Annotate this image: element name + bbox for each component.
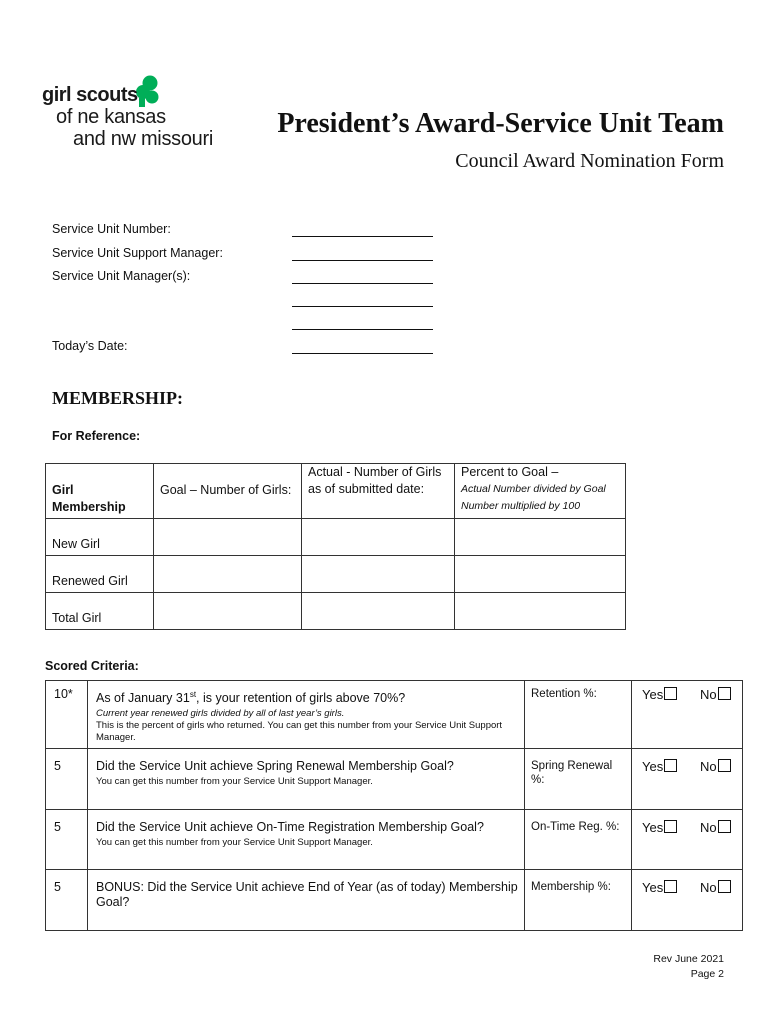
- metric-label: On-Time Reg. %:: [531, 821, 620, 833]
- cell-total-percent[interactable]: [455, 593, 626, 630]
- col-percent-note: Actual Number divided by Goal Number multiplied by 100: [461, 483, 606, 512]
- criteria-question: [88, 810, 525, 870]
- question-text: BONUS: Did the Service Unit achieve End of Year (as of today) Membership Goal?: [96, 880, 518, 909]
- question-hint: You can get this number from your Service Unit Support Manager.: [96, 837, 373, 848]
- yes-no-options: [632, 749, 743, 810]
- cell-total-actual[interactable]: [302, 593, 455, 630]
- criteria-metric[interactable]: [525, 749, 632, 810]
- no-option[interactable]: No: [700, 687, 731, 702]
- page-title: President’s Award-Service Unit Team: [277, 108, 724, 139]
- scored-criteria-table: [45, 680, 743, 931]
- service-unit-number-line[interactable]: [292, 235, 433, 237]
- criteria-row: [46, 681, 743, 749]
- scored-criteria-heading: Scored Criteria:: [45, 659, 139, 673]
- col-percent-label: Percent to Goal –: [461, 465, 559, 479]
- yes-checkbox[interactable]: [664, 880, 677, 893]
- yes-no-options: [632, 870, 743, 931]
- page-subtitle: Council Award Nomination Form: [455, 150, 724, 172]
- cell-renewed-percent[interactable]: [455, 556, 626, 593]
- no-checkbox[interactable]: [718, 820, 731, 833]
- col-goal: Goal – Number of Girls:: [154, 464, 302, 519]
- criteria-points: 5: [46, 870, 88, 931]
- su-support-manager-label: Service Unit Support Manager:: [52, 246, 223, 260]
- membership-table: [45, 463, 626, 630]
- col-girl-membership: Girl Membership: [46, 464, 154, 519]
- criteria-points: 10*: [46, 681, 88, 749]
- criteria-metric[interactable]: [525, 870, 632, 931]
- yes-option[interactable]: Yes: [642, 687, 677, 702]
- no-checkbox[interactable]: [718, 759, 731, 772]
- logo-line-2: of ne kansas: [56, 106, 166, 128]
- question-text-end: , is your retention of girls above 70%?: [196, 691, 406, 706]
- todays-date-line[interactable]: [292, 352, 433, 354]
- for-reference-label: For Reference:: [52, 429, 141, 443]
- service-unit-number-label: Service Unit Number:: [52, 222, 171, 236]
- su-managers-label: Service Unit Manager(s):: [52, 269, 191, 283]
- revision-date: Rev June 2021: [653, 953, 724, 965]
- page-number: Page 2: [690, 968, 724, 980]
- logo-line-1: girl scouts: [42, 84, 138, 106]
- yes-option[interactable]: Yes: [642, 759, 677, 774]
- criteria-question: [88, 870, 525, 931]
- question-text: Did the Service Unit achieve Spring Renewal Membership Goal?: [96, 759, 454, 773]
- todays-date-label: Today’s Date:: [52, 339, 128, 353]
- criteria-points: 5: [46, 749, 88, 810]
- yes-no-options: [632, 681, 743, 749]
- criteria-row: [46, 810, 743, 870]
- question-hint: You can get this number from your Service Unit Support Manager.: [96, 776, 373, 787]
- question-sup: st: [189, 690, 197, 699]
- cell-new-actual[interactable]: [302, 519, 455, 556]
- col-percent-to-goal: [455, 464, 626, 519]
- criteria-points: 5: [46, 810, 88, 870]
- criteria-question: [88, 749, 525, 810]
- no-option[interactable]: No: [700, 820, 731, 835]
- yes-checkbox[interactable]: [664, 820, 677, 833]
- cell-renewed-goal[interactable]: [154, 556, 302, 593]
- su-manager-line-3[interactable]: [292, 328, 433, 330]
- su-manager-line-1[interactable]: [292, 282, 433, 284]
- question-note: Current year renewed girls divided by all of last year’s girls.: [96, 708, 345, 720]
- yes-checkbox[interactable]: [664, 687, 677, 700]
- row-label-total-girl: Total Girl: [46, 593, 154, 630]
- girl-scouts-logo: [42, 74, 232, 154]
- yes-option[interactable]: Yes: [642, 820, 677, 835]
- question-text: As of January 31: [96, 691, 190, 706]
- cell-new-percent[interactable]: [455, 519, 626, 556]
- yes-option[interactable]: Yes: [642, 880, 677, 895]
- criteria-row: [46, 870, 743, 931]
- cell-total-goal[interactable]: [154, 593, 302, 630]
- membership-heading: MEMBERSHIP:: [52, 388, 184, 408]
- criteria-question: [88, 681, 525, 749]
- row-label-new-girl: New Girl: [46, 519, 154, 556]
- criteria-metric[interactable]: [525, 810, 632, 870]
- su-manager-line-2[interactable]: [292, 305, 433, 307]
- criteria-row: [46, 749, 743, 810]
- cell-new-goal[interactable]: [154, 519, 302, 556]
- logo-line-3: and nw missouri: [73, 128, 214, 150]
- metric-label: Spring Renewal %:: [531, 760, 613, 786]
- no-option[interactable]: No: [700, 759, 731, 774]
- no-checkbox[interactable]: [718, 687, 731, 700]
- col-actual: Actual - Number of Girls as of submitted date:: [302, 464, 455, 519]
- cell-renewed-actual[interactable]: [302, 556, 455, 593]
- no-checkbox[interactable]: [718, 880, 731, 893]
- question-text: Did the Service Unit achieve On-Time Registration Membership Goal?: [96, 820, 484, 834]
- su-support-manager-line[interactable]: [292, 259, 433, 261]
- yes-checkbox[interactable]: [664, 759, 677, 772]
- question-hint: This is the percent of girls who returned. You can get this number from your Service Unit Support Manager.: [96, 720, 503, 744]
- yes-no-options: [632, 810, 743, 870]
- metric-label: Membership %:: [531, 881, 611, 893]
- no-option[interactable]: No: [700, 880, 731, 895]
- row-label-renewed-girl: Renewed Girl: [46, 556, 154, 593]
- metric-label: Retention %:: [531, 688, 597, 700]
- criteria-metric[interactable]: [525, 681, 632, 749]
